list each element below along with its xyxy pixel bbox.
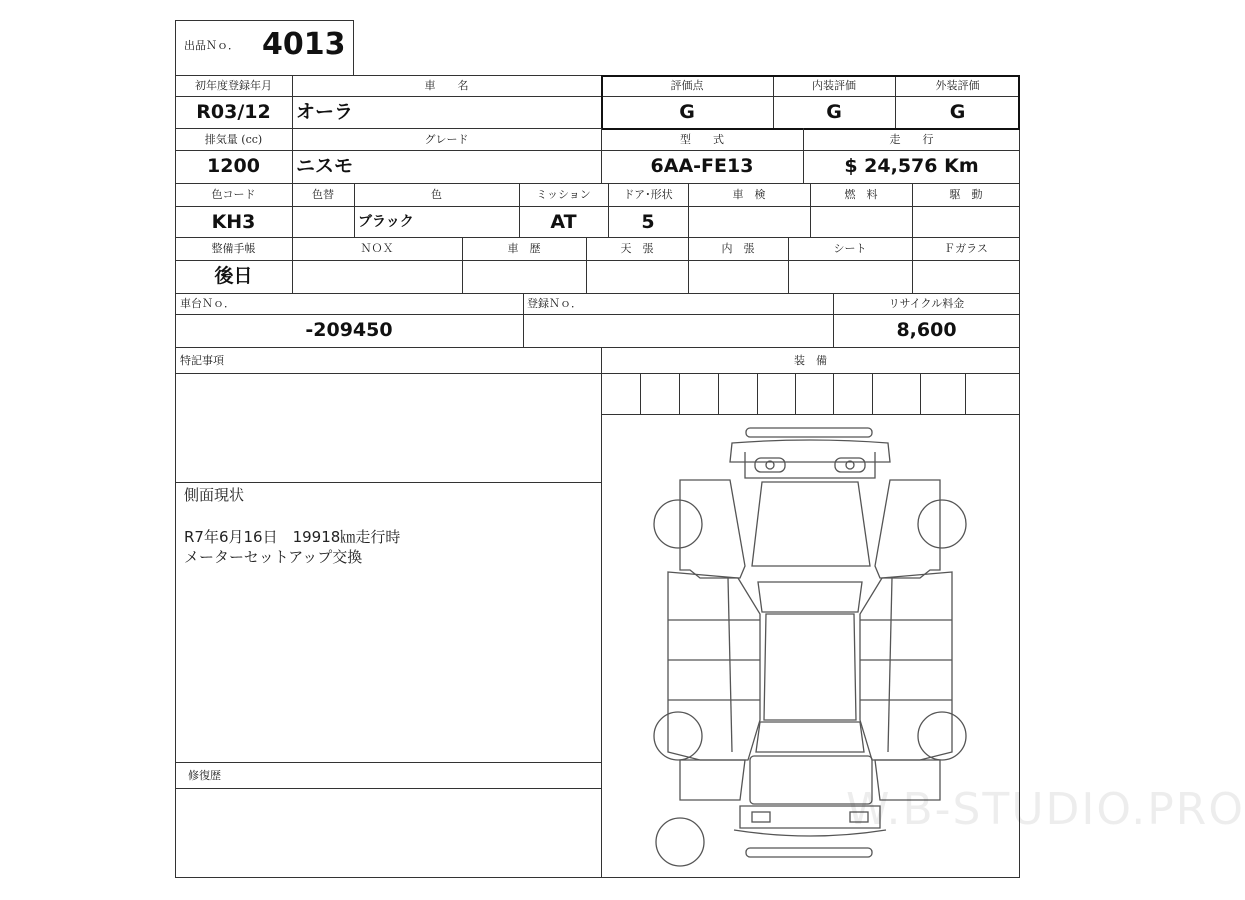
color-label: 色: [431, 188, 442, 201]
fuel-label: 燃 料: [844, 188, 878, 201]
front-glass-label: Ｆガラス: [944, 242, 988, 255]
recycle-fee-label: リサイクル料金: [888, 297, 965, 310]
model-label: 型 式: [680, 133, 724, 146]
displacement-label: 排気量 (cc): [204, 133, 263, 146]
first-reg-label: 初年度登録年月: [195, 79, 272, 92]
lot-number-label: 出品Ｎｏ．: [184, 39, 239, 52]
side-status-heading: 側面現状: [184, 486, 245, 504]
score-label: 評価点: [670, 79, 704, 92]
repair-history-label: 修復歴: [188, 769, 221, 782]
special-notes-label: 特記事項: [180, 354, 224, 367]
first-reg-value: R03/12: [196, 101, 271, 123]
mission-value: AT: [550, 211, 577, 233]
mileage-label: 走 行: [889, 133, 934, 146]
exterior-score-value: G: [949, 101, 966, 123]
seat-label: シート: [833, 242, 867, 255]
color-code-value: KH3: [211, 211, 256, 233]
interior-score-value: G: [826, 101, 842, 123]
registration-number-label: 登録Ｎｏ．: [527, 297, 582, 310]
interior-score-label: 内装評価: [812, 79, 856, 92]
chassis-number-value: -209450: [305, 319, 393, 341]
drive-label: 駆 動: [949, 188, 983, 201]
side-status-line-1: R7年6月16日 19918㎞走行時: [184, 528, 401, 546]
model-value: 6AA-FE13: [650, 155, 754, 177]
score-value: G: [679, 101, 695, 123]
doors-value: 5: [641, 211, 655, 233]
grade-value: ニスモ: [296, 155, 354, 177]
lot-number-value: 4013: [262, 27, 346, 62]
car-history-label: 車 歴: [507, 242, 541, 255]
mission-label: ミッション: [536, 188, 591, 201]
inspection-label: 車 検: [732, 188, 766, 201]
maintenance-book-label: 整備手帳: [211, 242, 256, 255]
watermark-text: W.B-STUDIO.PRO: [846, 784, 1245, 835]
lot-number-box: [175, 20, 354, 76]
color-code-label: 色コード: [211, 188, 256, 201]
mileage-value: $ 24,576 Km: [844, 155, 979, 177]
car-name-label: 車 名: [424, 79, 469, 92]
color-change-label: 色替: [312, 188, 334, 201]
grade-label: グレード: [424, 133, 469, 146]
equipment-label: 装 備: [794, 354, 827, 367]
recycle-fee-value: 8,600: [896, 319, 957, 341]
doors-label: ドア･形状: [623, 188, 673, 201]
headliner-label: 天 張: [620, 242, 654, 255]
color-value: ブラック: [358, 214, 414, 230]
car-name-value: オーラ: [296, 101, 354, 123]
nox-label: ＮＯＸ: [360, 242, 394, 255]
chassis-number-label: 車台Ｎｏ．: [180, 297, 235, 310]
interior-trim-label: 内 張: [721, 242, 755, 255]
displacement-value: 1200: [207, 155, 260, 177]
maintenance-book-value: 後日: [214, 265, 253, 287]
exterior-score-label: 外装評価: [935, 79, 980, 92]
side-status-line-2: メーターセットアップ交換: [184, 548, 363, 566]
